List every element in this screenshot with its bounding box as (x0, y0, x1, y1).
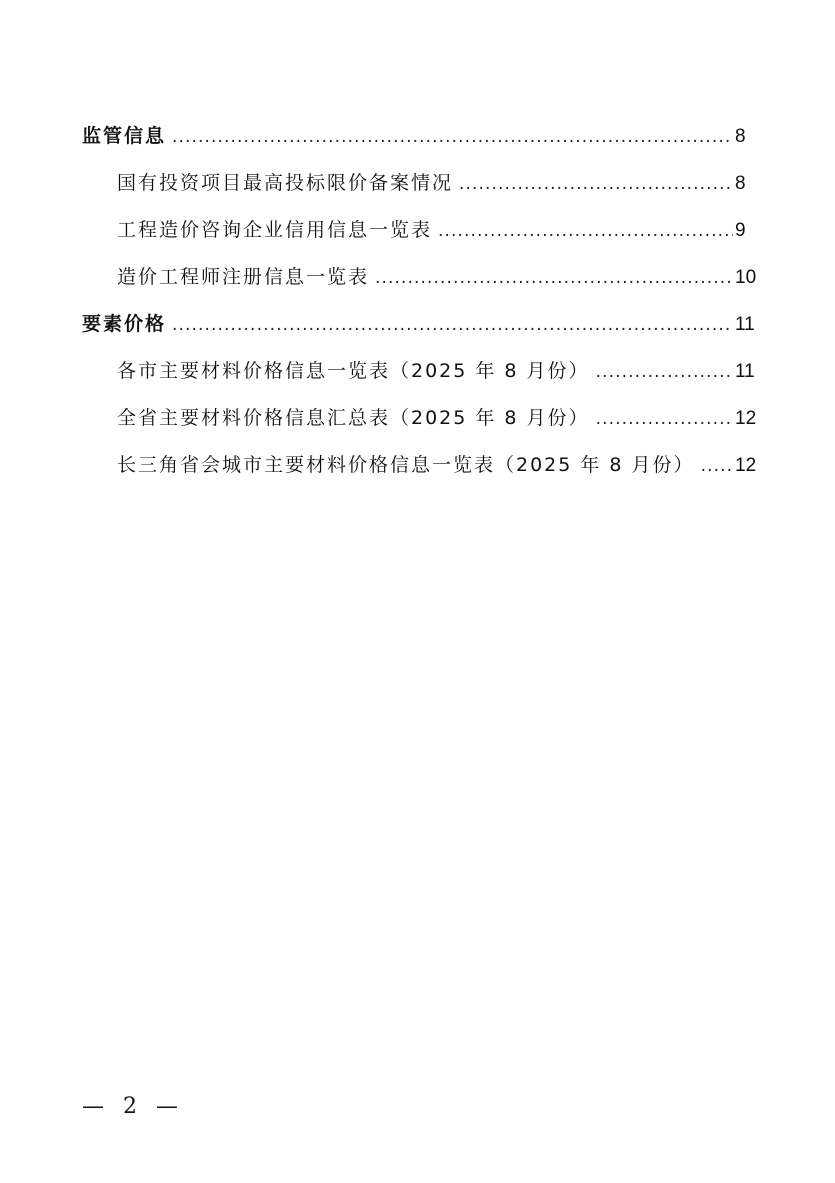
toc-entry-page: 8 (735, 173, 746, 194)
toc-leader-dots (459, 169, 733, 199)
toc-entry-title: 工程造价咨询企业信用信息一览表 (117, 219, 433, 241)
toc-section-regulatory-info[interactable] (0, 121, 835, 151)
toc-entry-page: 12 (735, 455, 757, 476)
toc-entry-title: 长三角省会城市主要材料价格信息一览表（2025 年 8 月份） (117, 454, 695, 476)
toc-leader-dots (438, 216, 733, 246)
toc-entry-page: 12 (735, 408, 757, 429)
toc-entry-page: 11 (735, 314, 755, 335)
page-number: — 2 — (82, 1094, 184, 1119)
toc-leader-dots (596, 404, 733, 434)
toc-entry-title: 全省主要材料价格信息汇总表（2025 年 8 月份） (117, 407, 590, 429)
toc-entry-title: 要素价格 (82, 313, 167, 335)
toc-entry-consulting-credit[interactable] (0, 215, 835, 245)
toc-entry-province-material-summary[interactable] (0, 403, 835, 433)
toc-entry-yangtze-delta-prices[interactable] (0, 450, 835, 480)
toc-entry-page: 8 (735, 126, 746, 147)
toc-leader-dots (701, 451, 733, 481)
toc-leader-dots (172, 310, 733, 340)
toc-entry-page: 10 (735, 267, 757, 288)
toc-entry-bid-price-filing[interactable] (0, 168, 835, 198)
toc-entry-title: 国有投资项目最高投标限价备案情况 (117, 172, 454, 194)
toc-entry-page: 11 (735, 361, 755, 382)
toc-leader-dots (375, 263, 733, 293)
toc-leader-dots (596, 357, 733, 387)
toc-leader-dots (172, 122, 733, 152)
toc-section-factor-prices[interactable] (0, 309, 835, 339)
toc-entry-page: 9 (735, 220, 746, 241)
toc-entry-engineer-registration[interactable] (0, 262, 835, 292)
toc-entry-title: 监管信息 (82, 125, 167, 147)
toc-entry-city-material-prices[interactable] (0, 356, 835, 386)
toc-entry-title: 各市主要材料价格信息一览表（2025 年 8 月份） (117, 360, 590, 382)
toc-entry-title: 造价工程师注册信息一览表 (117, 266, 370, 288)
